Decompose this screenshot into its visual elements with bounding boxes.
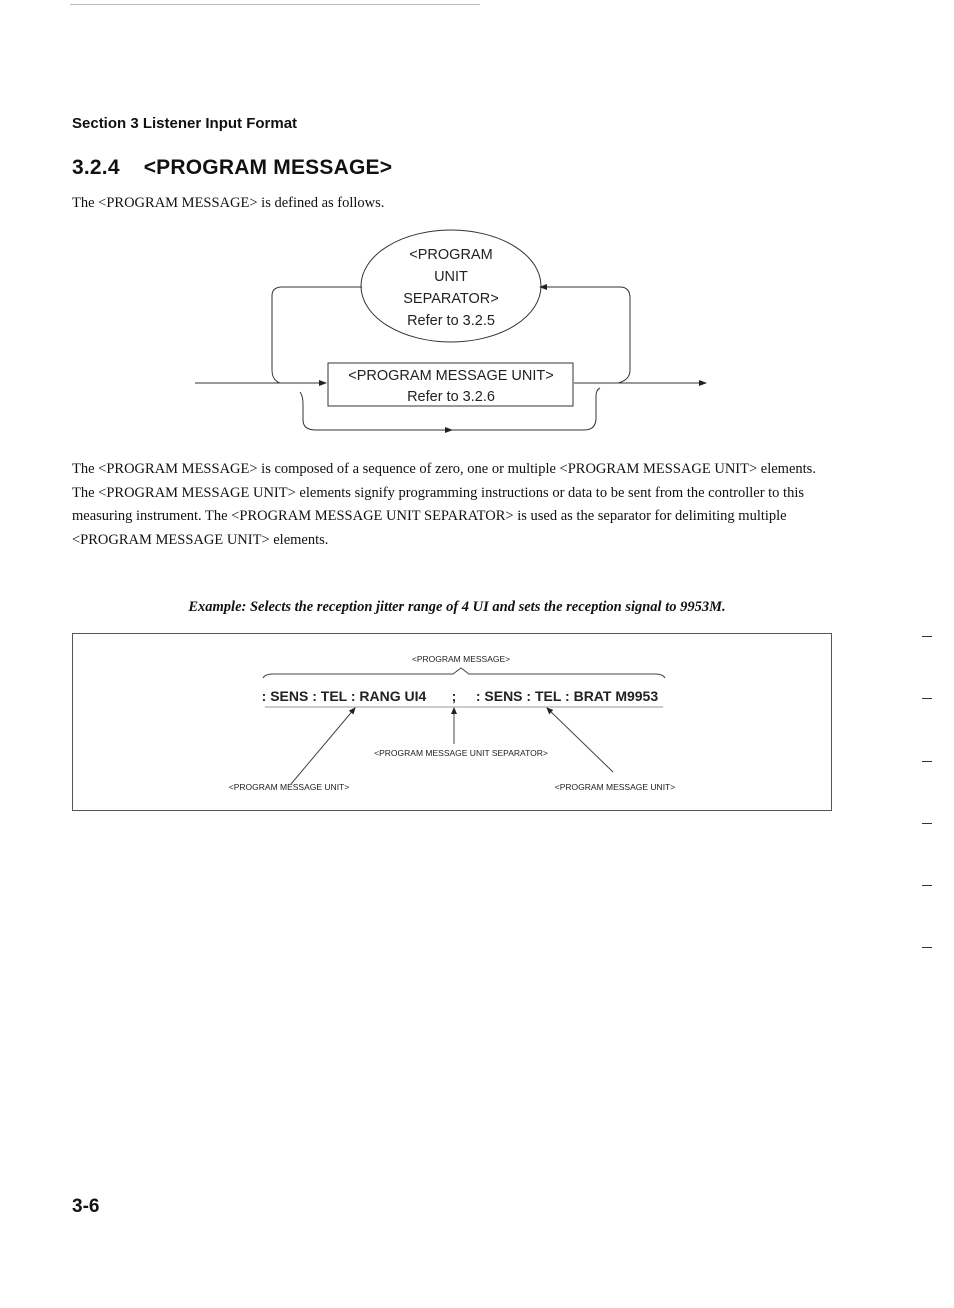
separator-line-4: Refer to 3.2.5 [407,313,495,329]
unit-line-1: <PROGRAM MESSAGE UNIT> [348,368,554,384]
paragraph-1: The <PROGRAM MESSAGE> is composed of a sequence of zero, one or multiple <PROGRAM MESSAGE UNIT> elements. [72,461,816,477]
margin-mark [922,636,932,637]
body-text [72,458,842,552]
separator-line-2: UNIT [434,269,468,285]
command-part-1: : SENS : TEL : RANG UI4 [261,688,427,704]
section-title-text: <PROGRAM MESSAGE> [143,156,393,179]
paragraph-2: The <PROGRAM MESSAGE UNIT> elements signify programming instructions or data to be sent from the controller to this measuring instrument. The <PROGRAM MESSAGE UNIT SEPARATOR> is used as the separator for delimiting multiple <PROGRAM MESSAGE UNIT> elements. [72,484,804,548]
command-separator: ; [451,688,457,704]
unit-label-right: <PROGRAM MESSAGE UNIT> [554,782,676,792]
section-number: 3.2.4 [72,156,120,179]
example-diagram [73,634,831,810]
syntax-diagram [0,0,954,450]
separator-line-3: SEPARATOR> [403,291,499,307]
margin-mark [922,947,932,948]
unit-label-left: <PROGRAM MESSAGE UNIT> [228,782,350,792]
section-header: Section 3 Listener Input Format [72,115,298,132]
command-part-2: : SENS : TEL : BRAT M9953 [475,688,659,704]
margin-mark [922,698,932,699]
example-caption: Example: Selects the reception jitter range of 4 UI and sets the reception signal to 9953M. [188,599,726,615]
unit-line-2: Refer to 3.2.6 [407,389,495,405]
separator-line-1: <PROGRAM [409,247,493,263]
intro-text: The <PROGRAM MESSAGE> is defined as follows. [72,195,385,211]
example-box [72,633,832,811]
arrow-left-unit [291,708,355,784]
separator-label: <PROGRAM MESSAGE UNIT SEPARATOR> [374,748,548,758]
page-number: 3-6 [72,1196,100,1217]
arrow-right-unit [547,708,613,772]
message-brace [263,668,665,678]
margin-mark [922,823,932,824]
message-label: <PROGRAM MESSAGE> [411,654,511,664]
margin-mark [922,761,932,762]
margin-mark [922,885,932,886]
